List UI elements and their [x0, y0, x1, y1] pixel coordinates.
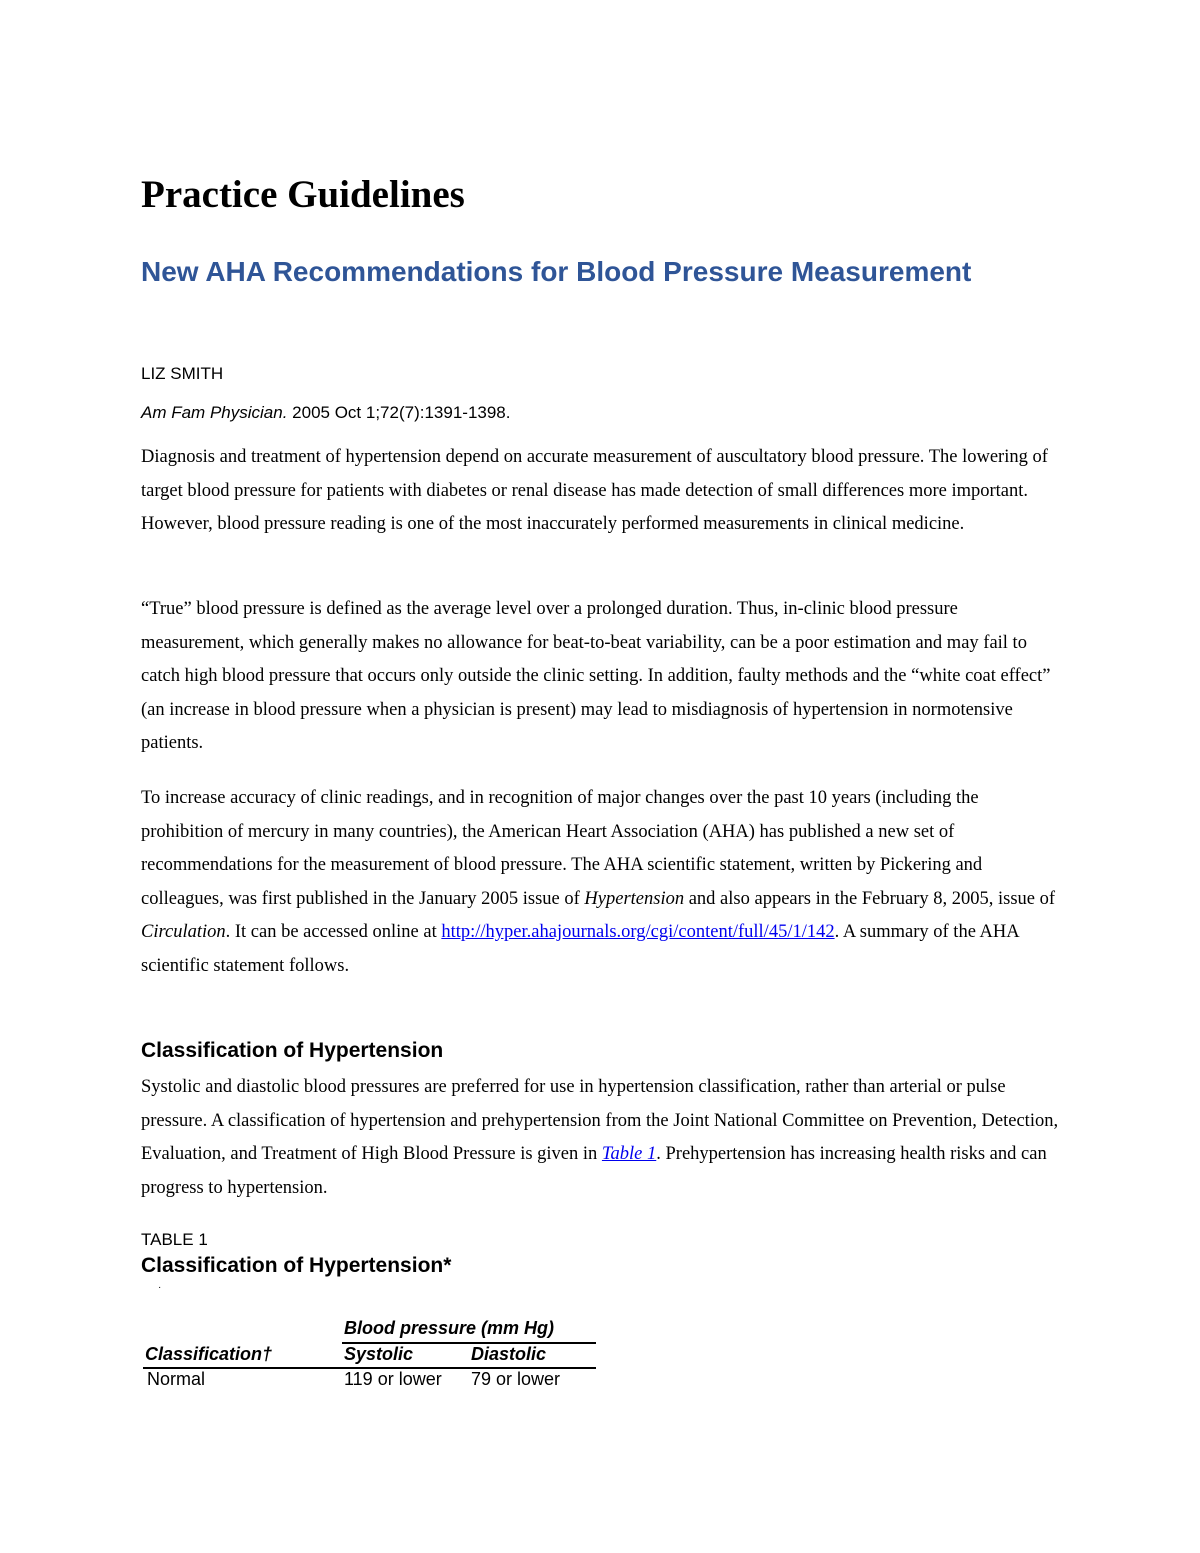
table-header-diastolic: Diastolic	[471, 1344, 547, 1364]
classification-text-1: Systolic and diastolic blood pressures are preferred for use in hypertension classification, rather than arterial or pulse pressure. A classification of hypertension and prehypertension from the Joint National Committee on Prevention, Detection, Evaluation, and Treatment of High Blood Pressure is given in	[141, 1077, 1059, 1164]
journal-hypertension: Hypertension	[584, 888, 685, 909]
p3-text-4: . A summary of the AHA scientific statement follows.	[141, 922, 1019, 976]
paragraph-classification	[141, 1071, 1061, 1205]
paragraph-intro: Diagnosis and treatment of hypertension depend on accurate measurement of auscultatory blood pressure. The lowering of target blood pressure for patients with diabetes or renal disease has made detection of small differences more important. However, blood pressure reading is one of the most inaccurately performed measurements in clinical medicine.	[141, 447, 1048, 534]
table-cell-classification: Normal	[147, 1369, 206, 1389]
table-title: Classification of Hypertension*	[141, 1254, 452, 1277]
aha-statement-link[interactable]: http://hyper.ahajournals.org/cgi/content/full/45/1/142	[441, 922, 835, 942]
classification-text-2: . Prehypertension has increasing health risks and can progress to hypertension.	[141, 1144, 1047, 1198]
table-1-link[interactable]: Table 1	[601, 1144, 657, 1164]
table-group-header: Blood pressure (mm Hg)	[344, 1318, 555, 1338]
article-title: New AHA Recommendations for Blood Pressure Measurement	[141, 256, 972, 287]
paragraph-true-bp: “True” blood pressure is defined as the average level over a prolonged duration. Thus, in-clinic blood pressure measurement, which generally makes no allowance for beat-to-beat variability, can be a poor estimation and may fail to catch high blood pressure that occurs only outside the clinic setting. In addition, faulty methods and the “white coat effect” (an increase in blood pressure when a physician is present) may lead to misdiagnosis of hypertension in normotensive patients.	[141, 599, 1051, 753]
table-header-systolic: Systolic	[344, 1344, 414, 1364]
journal-circulation: Circulation	[141, 922, 226, 942]
table-cell-diastolic: 79 or lower	[471, 1369, 561, 1389]
table-header-classification: Classification†	[145, 1344, 273, 1364]
table-cell-systolic: 119 or lower	[344, 1369, 442, 1389]
p3-text-2: and also appears in the February 8, 2005, issue of	[684, 888, 1056, 909]
p3-text-3: . It can be accessed online at	[225, 922, 442, 942]
citation-journal: Am Fam Physician.	[141, 403, 288, 422]
author-name: LIZ SMITH	[141, 364, 224, 383]
table-label: TABLE 1	[141, 1230, 208, 1249]
citation-details: 2005 Oct 1;72(7):1391-1398.	[287, 403, 511, 422]
table-mark: ·	[158, 1282, 162, 1293]
citation	[141, 403, 510, 423]
paragraph-aha-statement	[141, 782, 1061, 983]
p3-text-1: To increase accuracy of clinic readings, and in recognition of major changes over the past 10 years (including the prohibition of mercury in many countries), the American Heart Association (AHA) has published a new set of recommendations for the measurement of blood pressure. The AHA scientific statement, written by Pickering and colleagues, was first published in the January 2005 issue of	[141, 788, 983, 909]
section-header: Practice Guidelines	[141, 173, 465, 216]
classification-heading: Classification of Hypertension	[141, 1039, 444, 1062]
